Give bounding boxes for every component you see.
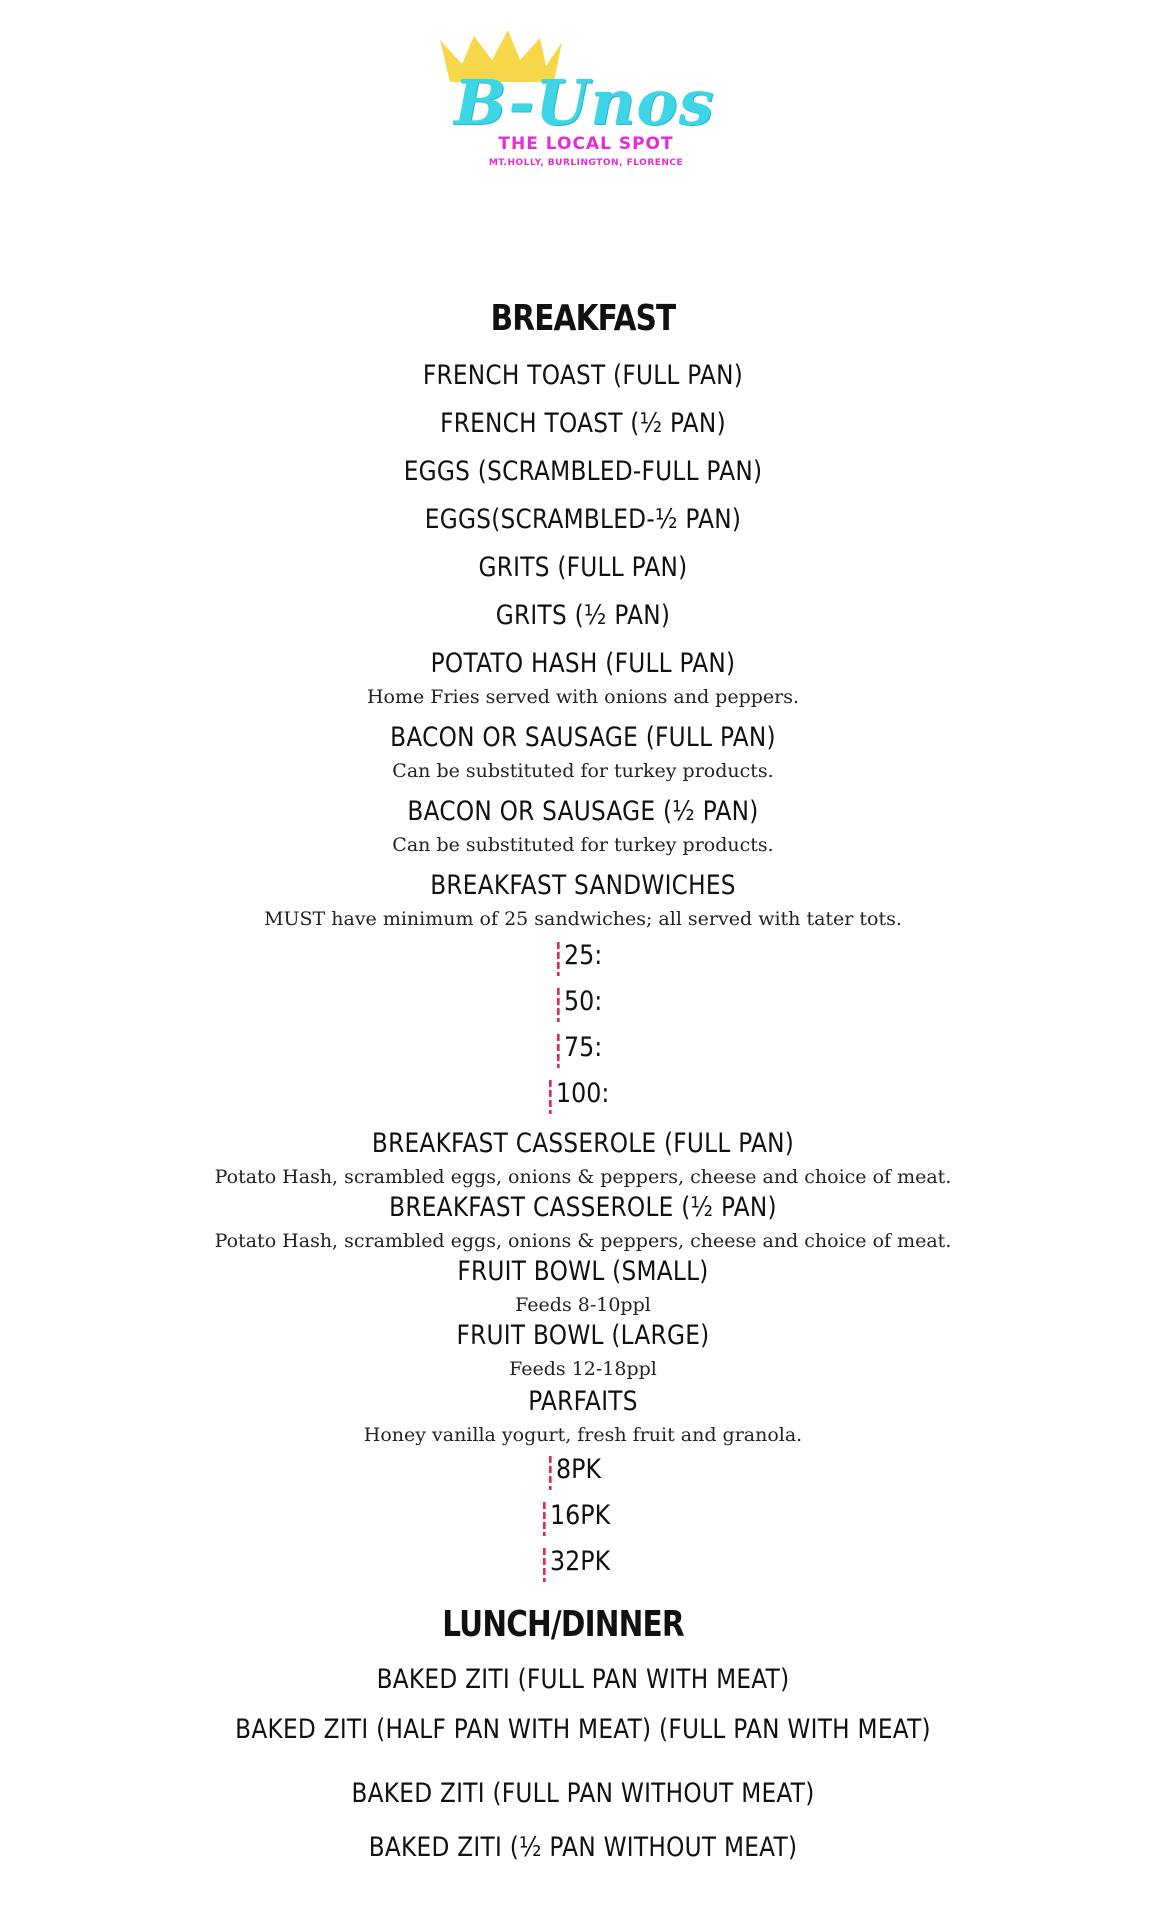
item-description: Can be substituted for turkey products. [392,760,774,782]
item-description: Potato Hash, scrambled eggs, onions & peppers, cheese and choice of meat. [214,1166,952,1188]
item-description: MUST have minimum of 25 sandwiches; all served with tater tots. [264,908,902,930]
quantity-option: 75: [557,1032,602,1063]
pack-option: 8PK [549,1454,601,1485]
menu-item: FRUIT BOWL (SMALL) [457,1256,709,1287]
quantity-option: 25: [557,940,602,971]
menu-item: BAKED ZITI (½ PAN WITHOUT MEAT) [368,1832,798,1863]
menu-item: BAKED ZITI (HALF PAN WITH MEAT) (FULL PAN WITH MEAT) [235,1714,931,1745]
menu-item: BAKED ZITI (FULL PAN WITHOUT MEAT) [351,1778,815,1809]
quantity-option: 50: [557,986,602,1017]
pack-option: 32PK [543,1546,610,1577]
menu-item: POTATO HASH (FULL PAN) [430,648,736,679]
menu-item: GRITS (FULL PAN) [478,552,688,583]
menu-item: BREAKFAST CASSEROLE (FULL PAN) [371,1128,795,1159]
cursor-marker [543,1548,546,1582]
item-description: Feeds 12-18ppl [509,1358,657,1380]
cursor-marker [557,1034,560,1068]
menu-item: GRITS (½ PAN) [495,600,671,631]
cursor-marker [549,1456,552,1490]
menu-item: PARFAITS [528,1386,638,1417]
item-description: Can be substituted for turkey products. [392,834,774,856]
menu-item: FRUIT BOWL (LARGE) [456,1320,710,1351]
menu-item: BREAKFAST SANDWICHES [430,870,736,901]
brand-name: B-Unos [454,66,715,139]
item-description: Home Fries served with onions and peppers. [366,686,800,708]
cursor-marker [543,1502,546,1536]
menu-item: FRENCH TOAST (½ PAN) [440,408,726,439]
cursor-marker [557,942,560,976]
menu-item: FRENCH TOAST (FULL PAN) [422,360,744,391]
item-description: Honey vanilla yogurt, fresh fruit and granola. [363,1424,803,1446]
pack-option: 16PK [543,1500,610,1531]
menu-item: BACON OR SAUSAGE (½ PAN) [407,796,759,827]
breakfast-heading: BREAKFAST [490,298,676,339]
cursor-marker [549,1080,552,1114]
lunch-dinner-heading: LUNCH/DINNER [442,1604,684,1645]
cursor-marker [557,988,560,1022]
menu-item: BAKED ZITI (FULL PAN WITH MEAT) [376,1664,790,1695]
item-description: Potato Hash, scrambled eggs, onions & peppers, cheese and choice of meat. [214,1230,952,1252]
menu-item: EGGS(SCRAMBLED-½ PAN) [424,504,742,535]
menu-item: EGGS (SCRAMBLED-FULL PAN) [403,456,763,487]
brand-tagline: THE LOCAL SPOT [498,134,674,154]
menu-item: BACON OR SAUSAGE (FULL PAN) [390,722,776,753]
brand-locations: MT.HOLLY, BURLINGTON, FLORENCE [488,158,684,168]
item-description: Feeds 8-10ppl [515,1294,651,1316]
quantity-option: 100: [549,1078,609,1109]
menu-item: BREAKFAST CASSEROLE (½ PAN) [389,1192,777,1223]
